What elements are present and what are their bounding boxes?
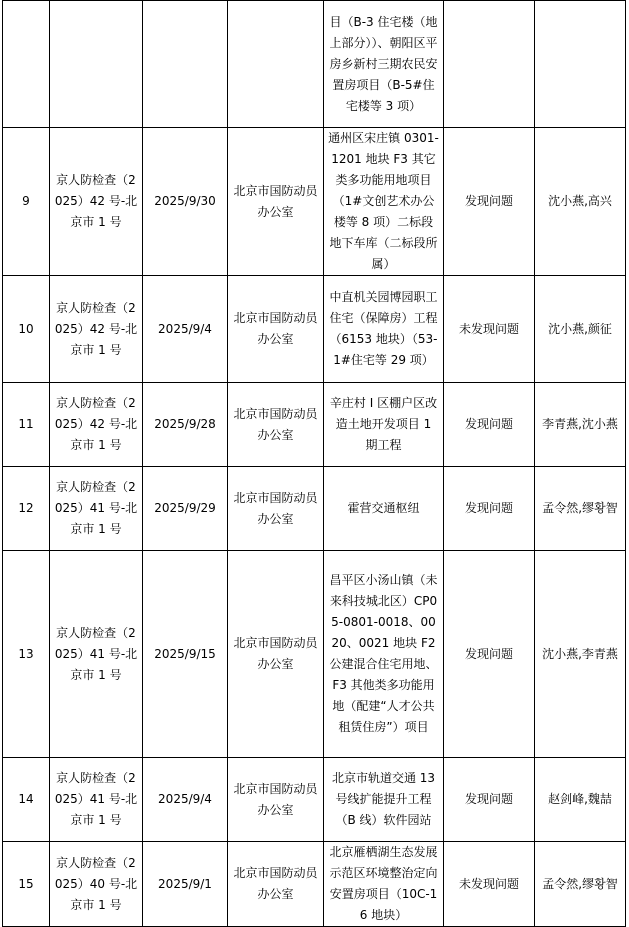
table-row [3, 276, 626, 383]
inspection-result: 发现问题 [444, 383, 535, 467]
row-number: 14 [3, 758, 50, 842]
inspectors: 沈小燕,颜征 [535, 276, 626, 383]
document-number: 京人防检查（2025）41 号-北京市 1 号 [50, 758, 143, 842]
inspection-agency [228, 1, 324, 128]
inspection-result: 未发现问题 [444, 842, 535, 927]
inspectors [535, 1, 626, 128]
row-number: 11 [3, 383, 50, 467]
inspection-agency: 北京市国防动员办公室 [228, 383, 324, 467]
inspection-date: 2025/9/4 [143, 276, 228, 383]
table-row [3, 842, 626, 927]
inspectors: 李青燕,沈小燕 [535, 383, 626, 467]
inspection-date: 2025/9/28 [143, 383, 228, 467]
inspection-date: 2025/9/1 [143, 842, 228, 927]
row-number: 9 [3, 128, 50, 276]
inspection-agency: 北京市国防动员办公室 [228, 128, 324, 276]
document-number: 京人防检查（2025）41 号-北京市 1 号 [50, 467, 143, 551]
inspection-date: 2025/9/4 [143, 758, 228, 842]
table-row [3, 128, 626, 276]
project-name: 昌平区小汤山镇（未来科技城北区）CP05-0801-0018、0020、0021 地块 F2 公建混合住宅用地、F3 其他类多功能用地（配建“人才公共租赁住房”）项目 [324, 551, 444, 758]
project-name: 北京雁栖湖生态发展示范区环境整治定向安置房项目（10C-16 地块） [324, 842, 444, 927]
inspection-date: 2025/9/29 [143, 467, 228, 551]
inspection-result: 未发现问题 [444, 276, 535, 383]
inspectors: 孟令然,缪황智 [535, 467, 626, 551]
inspection-result: 发现问题 [444, 128, 535, 276]
inspection-agency: 北京市国防动员办公室 [228, 842, 324, 927]
inspection-table [2, 0, 626, 927]
project-name: 辛庄村 I 区棚户区改造土地开发项目 1 期工程 [324, 383, 444, 467]
row-number: 12 [3, 467, 50, 551]
inspection-agency: 北京市国防动员办公室 [228, 551, 324, 758]
document-number: 京人防检查（2025）42 号-北京市 1 号 [50, 383, 143, 467]
row-number: 10 [3, 276, 50, 383]
document-number: 京人防检查（2025）42 号-北京市 1 号 [50, 276, 143, 383]
project-name: 通州区宋庄镇 0301-1201 地块 F3 其它类多功能用地项目（1#文创艺术办公楼等 8 项）二标段地下车库（二标段所属） [324, 128, 444, 276]
row-number: 13 [3, 551, 50, 758]
inspection-date: 2025/9/15 [143, 551, 228, 758]
document-number [50, 1, 143, 128]
inspectors: 沈小燕,李青燕 [535, 551, 626, 758]
row-number: 15 [3, 842, 50, 927]
document-number: 京人防检查（2025）41 号-北京市 1 号 [50, 551, 143, 758]
project-name: 中直机关园博园职工住宅（保障房）工程（6153 地块）（53-1#住宅等 29 项） [324, 276, 444, 383]
inspection-date [143, 1, 228, 128]
inspectors: 孟令然,缪황智 [535, 842, 626, 927]
table-row [3, 383, 626, 467]
project-name: 霍营交通枢纽 [324, 467, 444, 551]
inspection-date: 2025/9/30 [143, 128, 228, 276]
project-name: 北京市轨道交通 13 号线扩能提升工程（B 线）软件园站 [324, 758, 444, 842]
inspection-result [444, 1, 535, 128]
table-row [3, 1, 626, 128]
table-row [3, 467, 626, 551]
table-row [3, 758, 626, 842]
inspection-agency: 北京市国防动员办公室 [228, 276, 324, 383]
inspectors: 赵剑峰,魏喆 [535, 758, 626, 842]
project-name: 目（B-3 住宅楼（地上部分））、朝阳区平房乡新村三期农民安置房项目（B-5#住宅楼等 3 项） [324, 1, 444, 128]
table-row [3, 551, 626, 758]
inspection-result: 发现问题 [444, 551, 535, 758]
inspection-result: 发现问题 [444, 758, 535, 842]
inspectors: 沈小燕,高兴 [535, 128, 626, 276]
document-number: 京人防检查（2025）42 号-北京市 1 号 [50, 128, 143, 276]
inspection-result: 发现问题 [444, 467, 535, 551]
inspection-agency: 北京市国防动员办公室 [228, 758, 324, 842]
document-number: 京人防检查（2025）40 号-北京市 1 号 [50, 842, 143, 927]
row-number [3, 1, 50, 128]
inspection-agency: 北京市国防动员办公室 [228, 467, 324, 551]
